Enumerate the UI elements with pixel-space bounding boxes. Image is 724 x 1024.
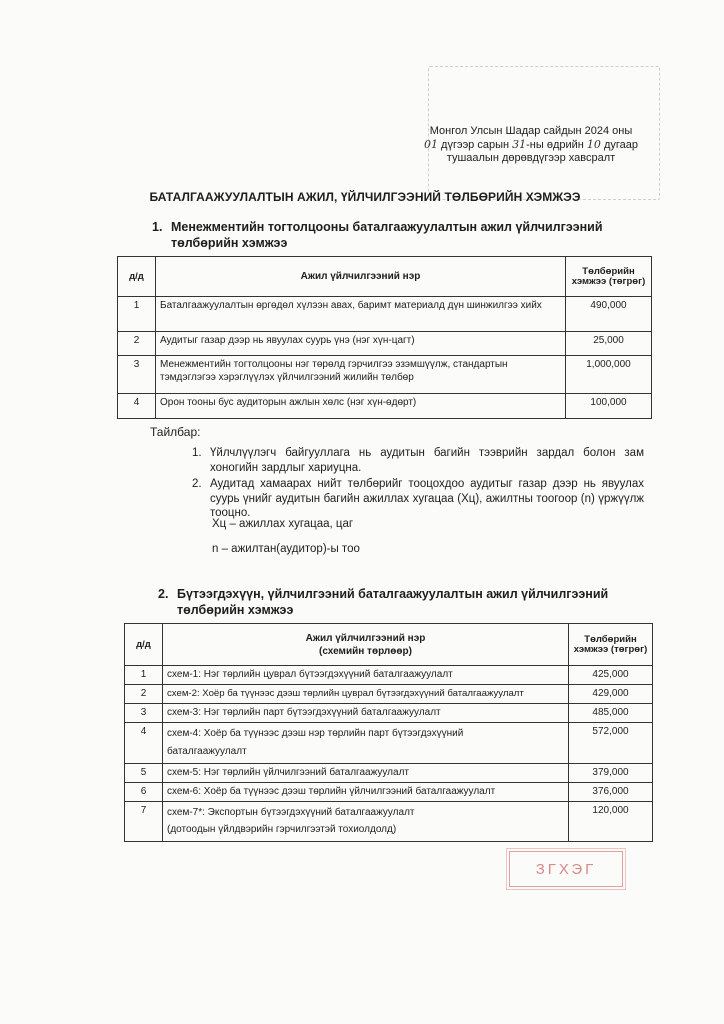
header-fee: Төлбөрийн хэмжээ (төгрөг) (566, 257, 652, 297)
approval-line-3: тушаалын дөрөвдүгээр хавсралт (446, 152, 616, 164)
approval-month: 01 (423, 138, 438, 151)
approval-number: 10 (586, 138, 601, 151)
table-row: 2 Аудитыг газар дээр нь явуулах суурь үнэ (нэг хүн-цагт) 25,000 (118, 332, 652, 356)
table-header-row (118, 257, 652, 297)
table-row: 2 схем-2: Хоёр ба түүнээс дээш төрлийн цуврал бүтээгдэхүүний баталгаажуулалт 429,000 (125, 685, 653, 704)
notes-list (192, 446, 644, 523)
header-idx: д/д (125, 624, 163, 666)
page-title: БАТАЛГААЖУУЛАЛТЫН АЖИЛ, ҮЙЛЧИЛГЭЭНИЙ ТӨЛБӨРИЙН ХЭМЖЭЭ (149, 190, 581, 204)
table-row: 7 схем-7*: Экспортын бүтээгдэхүүний баталгаажуулалт (дотоодын үйлдвэрийн гэрчилгээтэй тохиолдолд) 120,000 (125, 802, 653, 842)
header-name: Ажил үйлчилгээний нэр (схемийн төрлөөр) (163, 624, 569, 666)
note-item: 1. Үйлчлүүлэгч байгууллага нь аудитын багийн тээврийн зардал болон зам хоногийн зардлыг хариуцна. (192, 447, 644, 474)
formula-n: n – ажилтан(аудитор)-ы тоо (212, 543, 360, 555)
table-row: 6 схем-6: Хоёр ба түүнээс дээш төрлийн үйлчилгээний баталгаажуулалт 376,000 (125, 783, 653, 802)
table-row: 1 Баталгаажуулалтын өргөдөл хүлээн авах, баримт материалд дүн шинжилгээ хийх 490,000 (118, 297, 652, 332)
approval-line-1: Монгол Улсын Шадар сайдын 2024 оны (429, 125, 633, 137)
note-item: 2. Аудитад хамаарах нийт төлбөрийг тооцохдоо аудитыг газар дээр нь явуулах суурь үнийг аудитын багийн ажиллах хугацаа (Хц), ажилтны тоогоор (n) үржүүлж тооцно. (192, 478, 644, 519)
approval-day: 31 (512, 138, 527, 151)
header-fee: Төлбөрийн хэмжээ (төгрөг) (569, 624, 653, 666)
stamp: ЗГХЭГ (509, 851, 623, 887)
header-name: Ажил үйлчилгээний нэр (156, 257, 566, 297)
approval-header (400, 125, 662, 165)
table-row: 3 схем-3: Нэг төрлийн парт бүтээгдэхүүний баталгаажуулалт 485,000 (125, 704, 653, 723)
table-header-row (125, 624, 653, 666)
table-row: 3 Менежментийн тогтолцооны нэг төрөлд гэрчилгээ эзэмшүүлж, стандартын тэмдэглэгээ хэрэглүүлэх үйлчилгээний жилийн төлбөр 1,000,000 (118, 356, 652, 394)
notes-label: Тайлбар: (150, 425, 201, 439)
table-row: 5 схем-5: Нэг төрлийн үйлчилгээний баталгаажуулалт 379,000 (125, 764, 653, 783)
section-1-table (117, 256, 652, 419)
section-2-table (124, 623, 653, 842)
approval-line-2: 01 дүгээр сарын 31-ны өдрийн 10 дугаар (423, 138, 639, 151)
table-row: 4 Орон тооны бус аудиторын ажлын хөлс (нэг хүн-өдөрт) 100,000 (118, 394, 652, 419)
section-2-title: 2. Бүтээгдэхүүн, үйлчилгээний баталгаажуулалтын ажил үйлчилгээний төлбөрийн хэмжээ (158, 587, 609, 617)
table-row: 4 схем-4: Хоёр ба түүнээс дээш нэр төрлийн парт бүтээгдэхүүний баталгаажуулалт 572,000 (125, 723, 653, 764)
header-idx: д/д (118, 257, 156, 297)
formula-hc: Хц – ажиллах хугацаа, цаг (212, 518, 354, 530)
table-row: 1 схем-1: Нэг төрлийн цуврал бүтээгдэхүүний баталгаажуулалт 425,000 (125, 666, 653, 685)
section-1-title: 1. Менежментийн тогтолцооны баталгаажуулалтын ажил үйлчилгээний төлбөрийн хэмжээ (152, 220, 603, 250)
